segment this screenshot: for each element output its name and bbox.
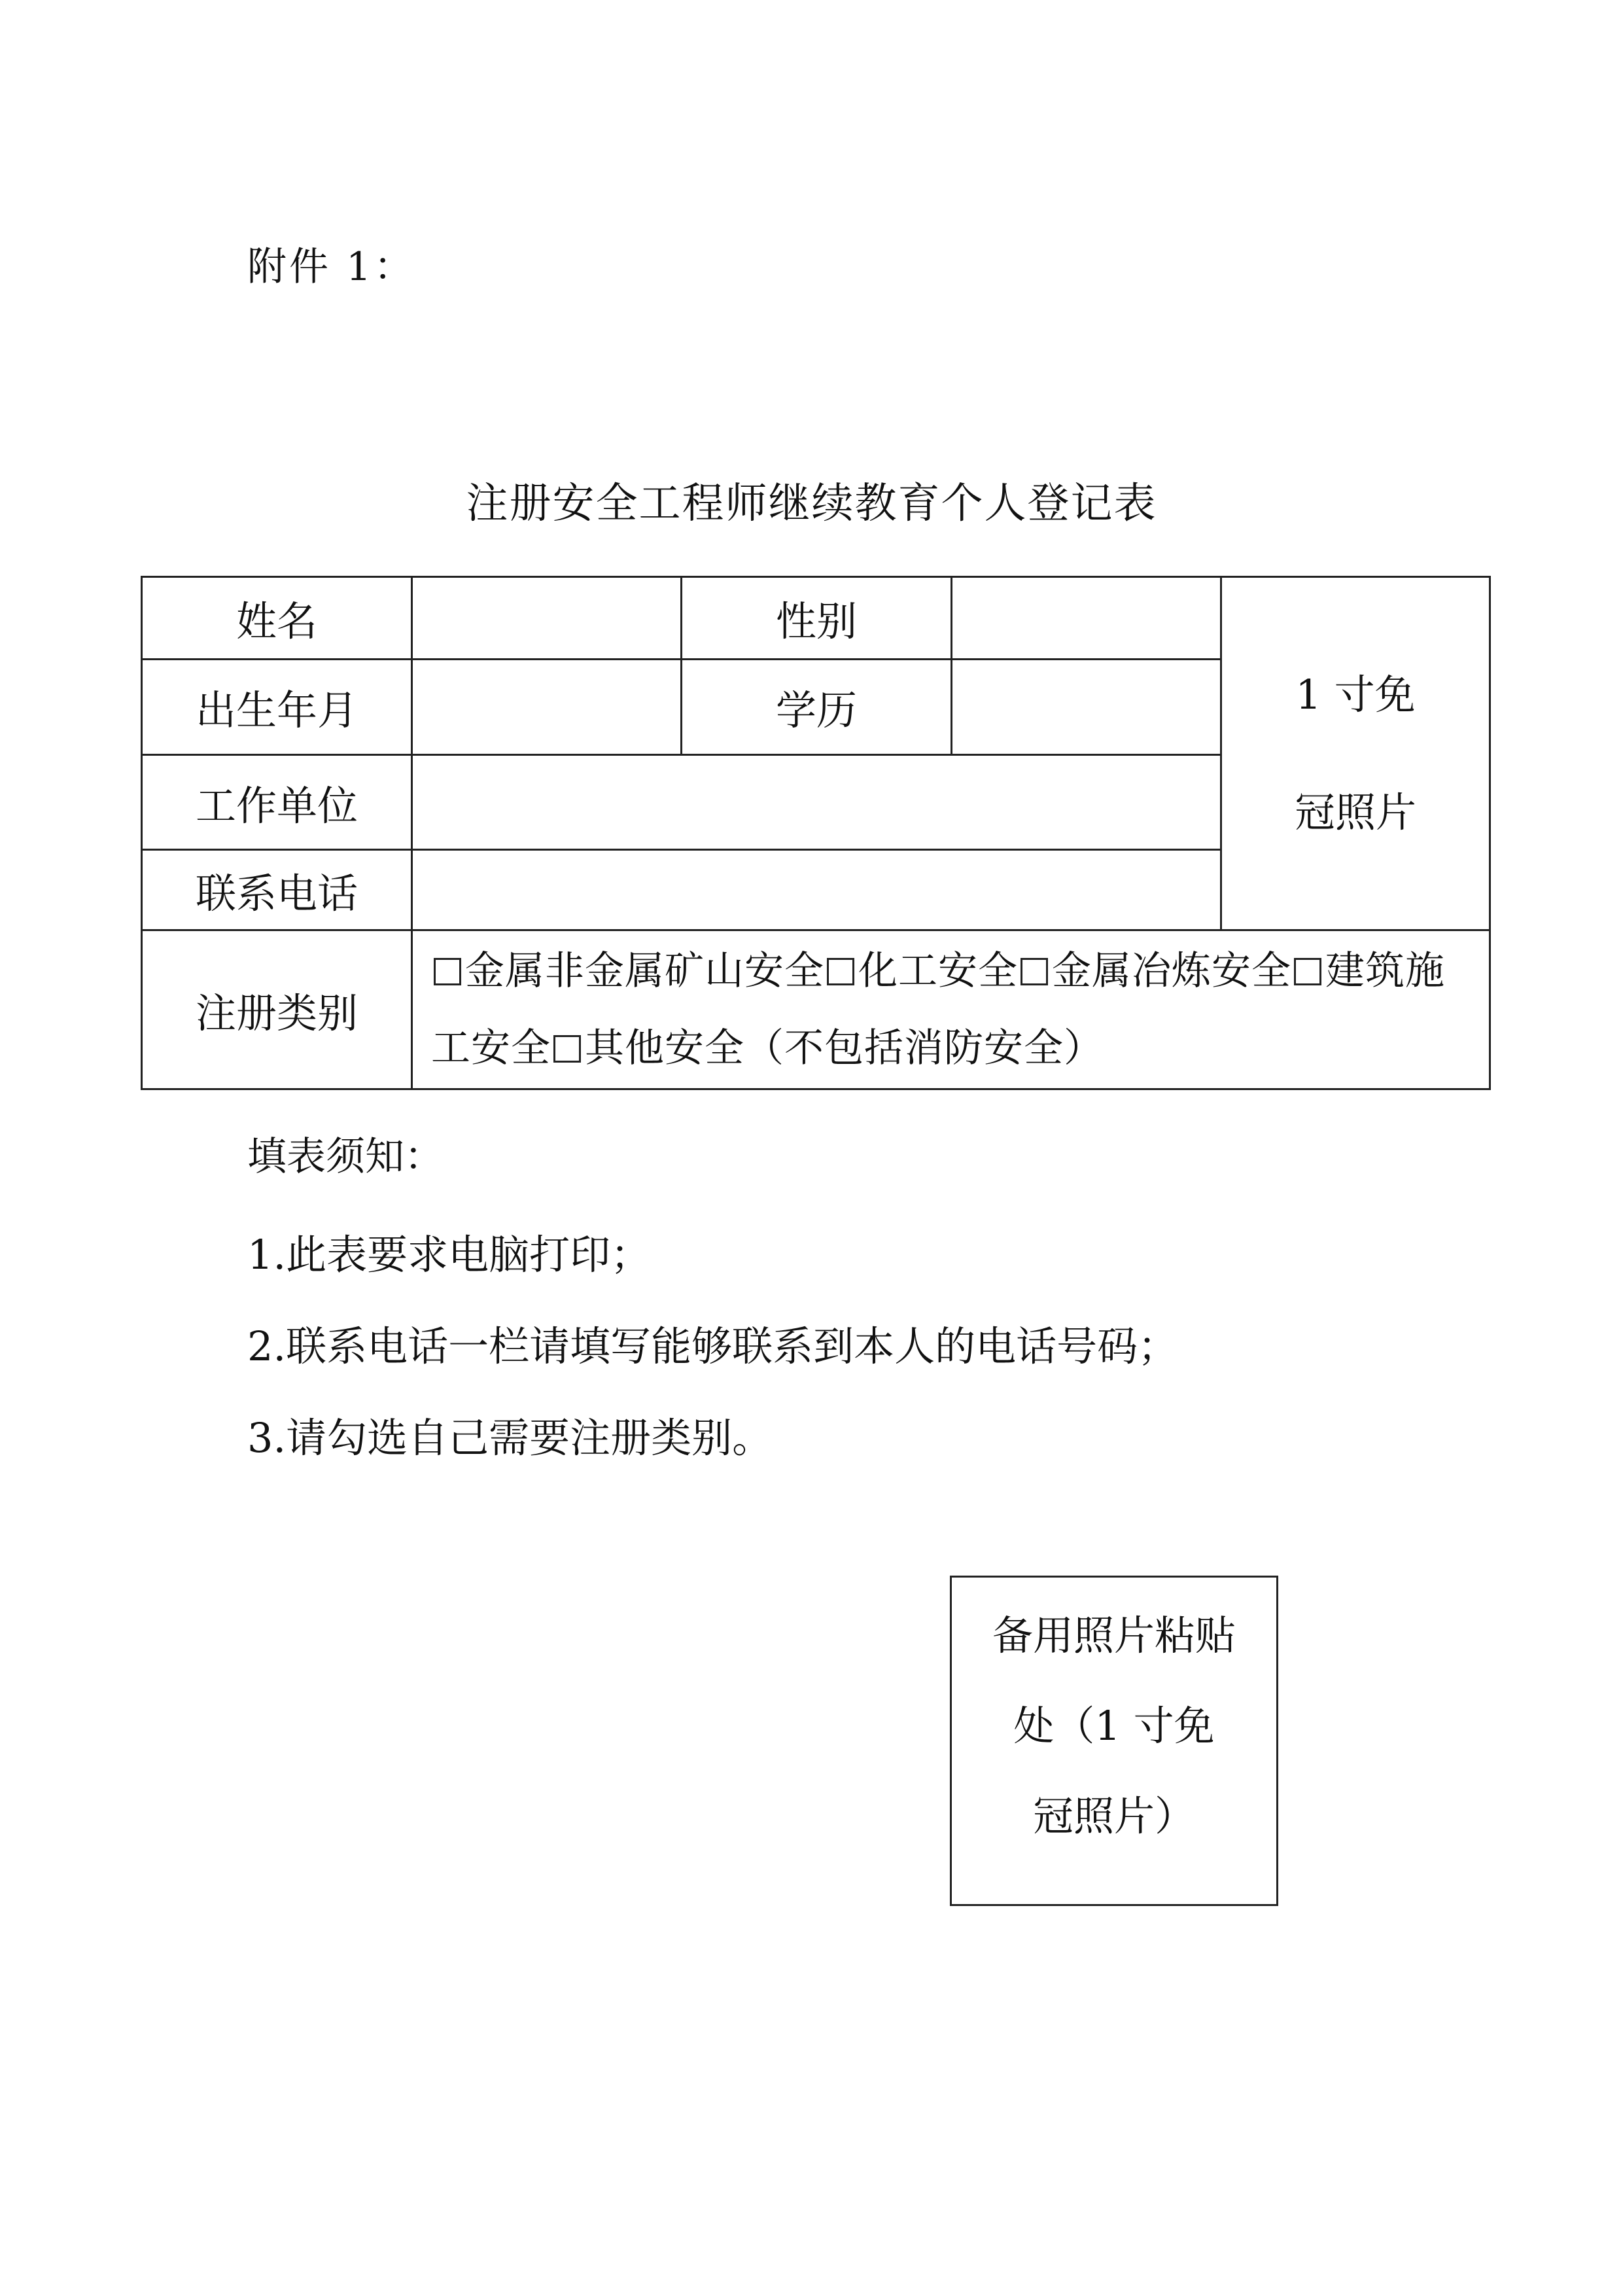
name-field[interactable] [412, 577, 682, 660]
photo-area-line-1: 1 寸免 [1295, 670, 1416, 718]
education-field[interactable] [952, 660, 1221, 755]
note-item: 1.此表要求电脑打印； [247, 1231, 652, 1279]
registration-form-table [141, 576, 1491, 1090]
employer-field[interactable] [412, 755, 1221, 850]
category-label: 注册类别 [142, 930, 412, 1089]
category-options [412, 930, 1490, 1089]
form-row-name-gender [142, 577, 1490, 660]
category-option-chemical: 化工安全 [858, 948, 1018, 994]
category-option-construction: 建筑施工安全 [431, 948, 1445, 1071]
phone-field[interactable] [412, 850, 1221, 930]
spare-photo-box [950, 1576, 1278, 1906]
gender-field[interactable] [952, 577, 1221, 660]
form-title: 注册安全工程师继续教育个人登记表 [466, 480, 1157, 528]
category-option-metallurgy: 金属冶炼安全 [1052, 948, 1291, 994]
checkbox-mining-safety[interactable] [434, 958, 461, 985]
education-label: 学历 [682, 660, 952, 755]
notes-list [247, 1229, 1178, 1504]
form-row-category [142, 930, 1490, 1089]
phone-label: 联系电话 [142, 850, 412, 930]
photo-area-line-2: 冠照片 [1294, 788, 1416, 836]
attachment-label: 附件 1： [247, 244, 416, 290]
birth-field[interactable] [412, 660, 682, 755]
notes-heading: 填表须知： [247, 1134, 444, 1180]
spare-photo-line-1: 备用照片粘贴 [992, 1612, 1236, 1659]
spare-photo-line-2: 处（1 寸免 [1013, 1702, 1215, 1750]
employer-label: 工作单位 [142, 755, 412, 850]
note-item: 3.请勾选自己需要注册类别。 [247, 1414, 773, 1462]
checkbox-other-safety[interactable] [553, 1035, 581, 1063]
category-option-mining: 金属非金属矿山安全 [465, 948, 824, 994]
checkbox-chemical-safety[interactable] [827, 958, 854, 985]
checkbox-metallurgy-safety[interactable] [1021, 958, 1048, 985]
birth-label: 出生年月 [142, 660, 412, 755]
checkbox-construction-safety[interactable] [1294, 958, 1321, 985]
spare-photo-line-3: 冠照片） [1032, 1792, 1195, 1840]
gender-label: 性别 [682, 577, 952, 660]
category-option-other: 其他安全（不包括消防安全） [585, 1025, 1104, 1071]
photo-area [1221, 577, 1490, 930]
name-label: 姓名 [142, 577, 412, 660]
note-item: 2.联系电话一栏请填写能够联系到本人的电话号码； [247, 1322, 1179, 1370]
